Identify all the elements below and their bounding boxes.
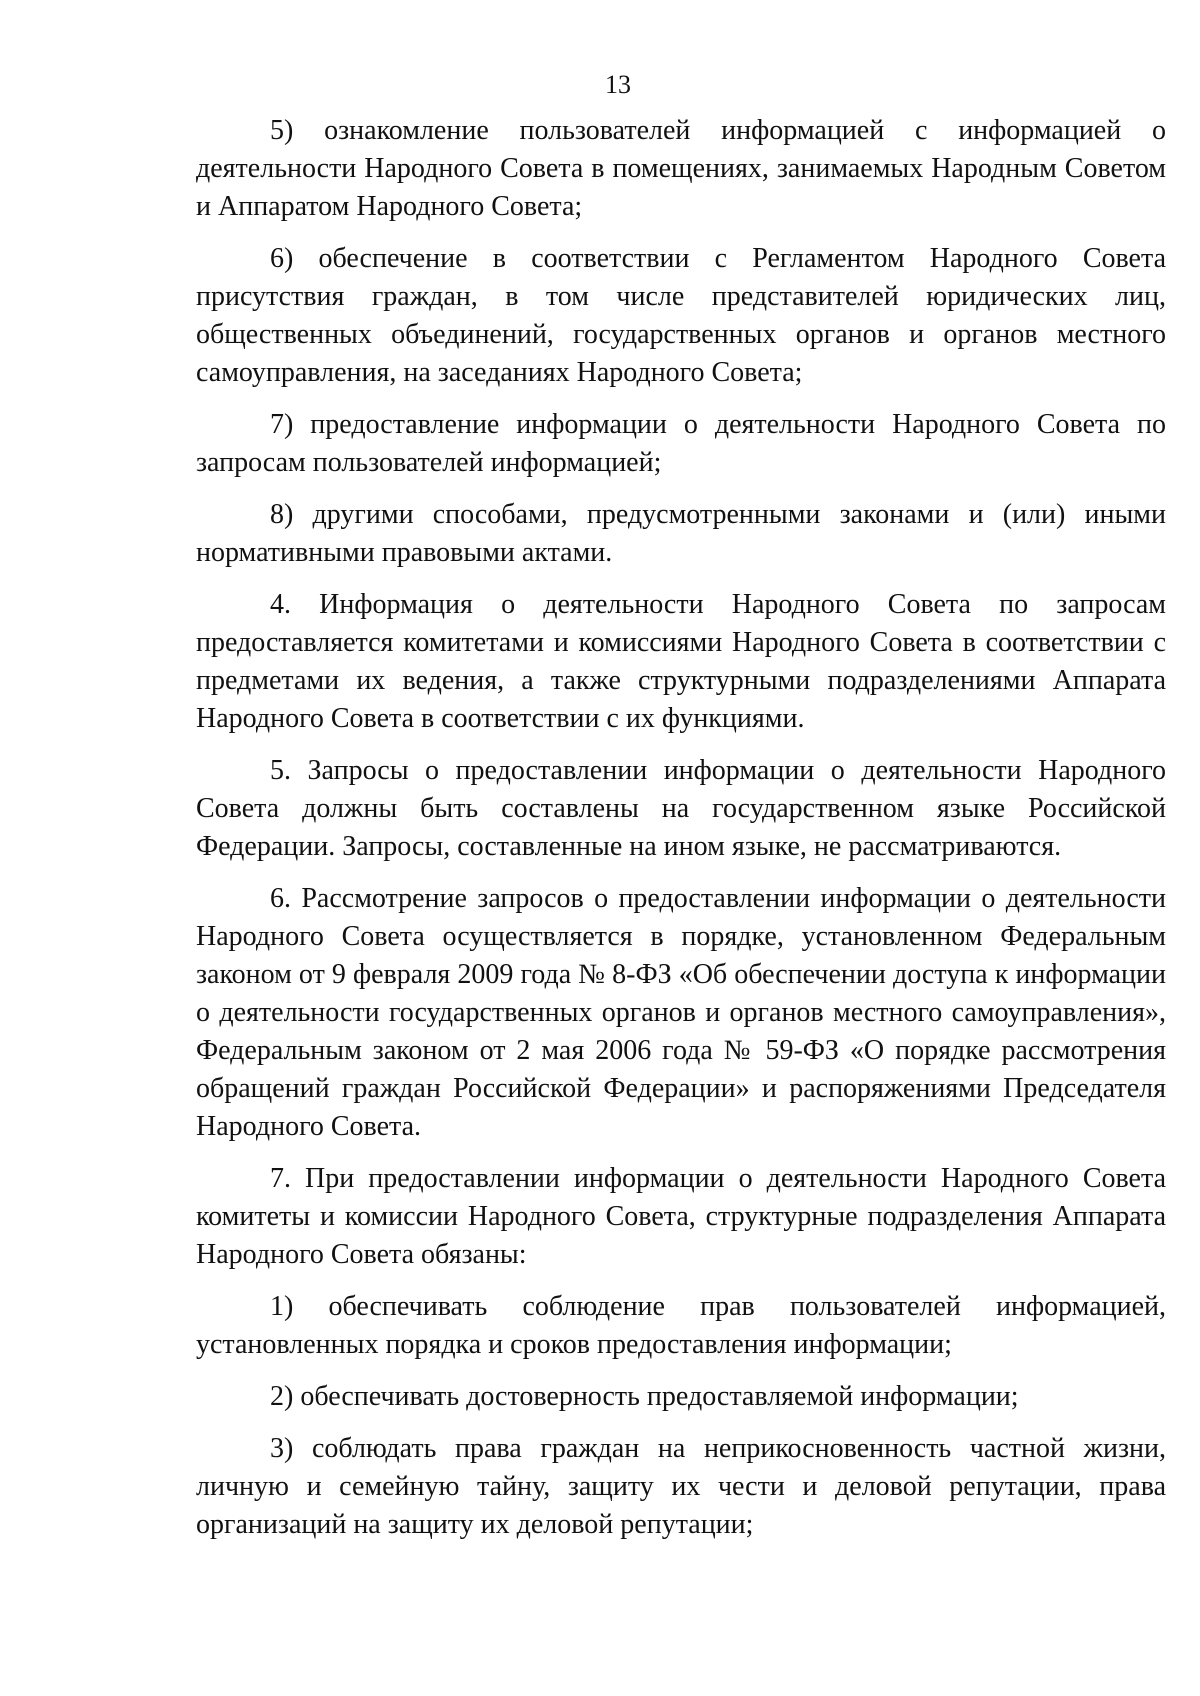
paragraph-item-7-requests: 7) предоставление информации о деятельности Народного Совета по запросам пользователей информацией; [196,409,1166,478]
paragraph-section-6: 6. Рассмотрение запросов о предоставлении информации о деятельности Народного Совета осуществляется в порядке, установленном Федеральным законом от 9 февраля 2009 года № 8-ФЗ «Об обеспечении доступа к информации о деятельности государственных органов и органов местного самоуправления», Федеральным законом от 2 мая 2006 года № 59-ФЗ «О порядке рассмотрения обращений граждан Российской Федерации» и распоряжениями Председателя Народного Совета. [196,883,1166,1142]
paragraph-duty-1: 1) обеспечивать соблюдение прав пользователей информацией, установленных порядка и сроков предоставления информации; [196,1291,1166,1360]
document-body [196,112,1166,1558]
paragraph-section-5: 5. Запросы о предоставлении информации о деятельности Народного Совета должны быть составлены на государственном языке Российской Федерации. Запросы, составленные на ином языке, не рассматриваются. [196,755,1166,862]
paragraph-item-5-acquaintance: 5) ознакомление пользователей информацией с информацией о деятельности Народного Совета в помещениях, занимаемых Народным Советом и Аппаратом Народного Совета; [196,115,1166,222]
paragraph-section-4: 4. Информация о деятельности Народного Совета по запросам предоставляется комитетами и комиссиями Народного Совета в соответствии с предметами их ведения, а также структурными подразделениями Аппарата Народного Совета в соответствии с их функциями. [196,589,1166,734]
paragraph-section-7: 7. При предоставлении информации о деятельности Народного Совета комитеты и комиссии Народного Совета, структурные подразделения Аппарата Народного Совета обязаны: [196,1163,1166,1270]
paragraph-duty-3: 3) соблюдать права граждан на неприкосновенность частной жизни, личную и семейную тайну, защиту их чести и деловой репутации, права организаций на защиту их деловой репутации; [196,1433,1166,1540]
paragraph-item-8-other-means: 8) другими способами, предусмотренными законами и (или) иными нормативными правовыми актами. [196,499,1166,568]
paragraph-item-6-attendance: 6) обеспечение в соответствии с Регламентом Народного Совета присутствия граждан, в том числе представителей юридических лиц, общественных объединений, государственных органов и органов местного самоуправления, на заседаниях Народного Совета; [196,243,1166,388]
paragraph-duty-2: 2) обеспечивать достоверность предоставляемой информации; [270,1381,1019,1412]
page-number: 13 [605,70,631,99]
